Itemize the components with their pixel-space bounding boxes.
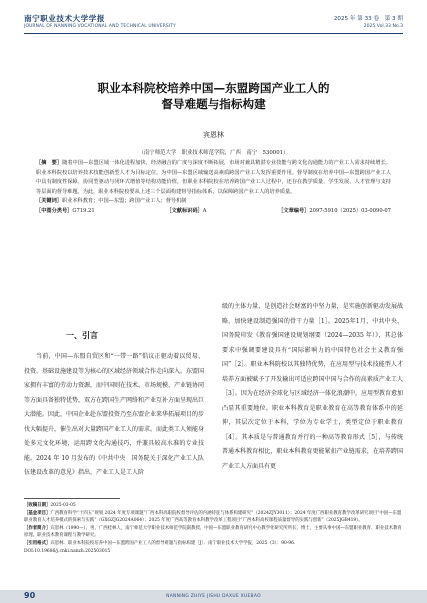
footnote-fund	[24, 510, 403, 525]
clc-value: G719.21	[72, 207, 95, 214]
body-column-left	[24, 350, 204, 481]
article-number-label: ［文章编号］	[278, 207, 310, 214]
footnote-rule	[24, 498, 120, 499]
citation-label: ［引用格式］	[24, 540, 51, 546]
article-title-line-1: 职业本科院校培养中国—东盟跨国产业工人的	[97, 81, 330, 95]
page-number: 90	[24, 591, 36, 600]
abstract-text: 随着中国—东盟区域一体化进程加快，经济融合的广度与深度不断拓展，市场对兼具精湛专业技能与跨文化沟通能力的产业工人需求持续增长。职业本科院校以培养技术技能创新型人才为目标定位，为中国—东盟区域输送高素质跨国产业工人发挥重要作用。督导制度在培养中国—东盟跨国产业工人中具有制度性保障、协同型驱动与闭环式增值等结构功能价值，但职业本科院校在培养跨国产业工人过程中，还存在教学质量、学生发展、人才管理与支持等层面的督导难题。为此，职业本科院校要从上述三个层面构建督导指标体系，以保障跨国产业工人的培养质量。	[36, 160, 391, 195]
body-paragraph: 级的主体力量，是创造社会财富的中坚力量，是实施创新驱动发展战略、加快建设制造强国的骨干力量［1］。2025年1月，中共中央、国务院印发《教育强国建设规划纲要（2024—2035 年）》，其总体要求中强调要建设具有“国际影响力的中国特色社会主义教育强国”［2］。职业本科院校以其独特优势，在应用型与技术技能型人才培养方面被赋予了开发输出可适应跨国中国与合作的高素质产业工人［3］。因为在经济全球化与区域经济一体化浪潮中，应用型教育愈加凸显其重要地位。职业本科教育是职业教育在高等教育体系中的延伸，其层次定位于本科，学位为专业学士，类型定位于职业教育［4］。其本质是与普通教育并行的一种高等教育形式［5］，与传统普通本科教育相比，职业本科教育更能紧扣产业链需求，在培养跨国产业工人方面具有更	[222, 303, 403, 470]
article-author: 宾恩林	[203, 131, 224, 139]
abstract-paragraph	[36, 159, 391, 197]
article-title-line-2: 督导难题与指标构建	[161, 97, 266, 111]
article-number-field	[278, 207, 391, 217]
header-rule	[24, 33, 403, 34]
abstract-label: ［摘 要］	[36, 160, 63, 166]
footnote-doi: DOI:10.19686/j.cnki.nanzh.202503015	[24, 548, 111, 554]
footnote-received	[24, 502, 403, 510]
issue-info-en: 2025 Vol.33 No.3	[363, 24, 403, 29]
article-number-value: 2097-5910（2025）03-0090-07	[309, 207, 391, 214]
article-title	[24, 80, 403, 112]
footnote-author	[24, 525, 403, 540]
body-column-right	[222, 300, 403, 474]
section-heading-introduction: 一、引言	[66, 331, 98, 340]
doc-code-field	[166, 207, 206, 217]
abstract-block	[36, 159, 391, 217]
clc-field	[36, 207, 95, 217]
footer-journal-name: NANNING ZHIYE JISHU DAXUE XUEBAO	[166, 594, 261, 599]
journal-name-en: JOURNAL OF NANNING VOCATIONAL AND TECHNICAL UNIVERSITY	[24, 24, 176, 29]
fund-label: ［基金项目］	[24, 510, 51, 516]
received-label: ［收稿日期］	[24, 503, 51, 508]
issue-info-cn: 2025 年 第 33 卷 第 3 期	[333, 16, 403, 22]
footnotes-block	[24, 502, 403, 555]
author-bio-text: 宾恩林（1990—），男，广西桂林人，南宁师范大学职业技术师范学院副教授，中国—东盟职业教育研究中心教学化研究所所长，博士，主要从事中国—东盟职业教育、职业技术教育原理、职业技术教育课程与教学研究。	[24, 525, 402, 539]
keywords-text: 职业本科教育；中国—东盟；跨国产业工人；督导机制	[61, 198, 187, 205]
journal-name-cn: 南宁职业技术大学学报	[24, 14, 105, 23]
doc-code-label: ［文献标识码］	[166, 207, 203, 214]
received-date: 2025-03-05	[50, 503, 76, 508]
classification-line	[36, 207, 391, 217]
citation-text: 宾恩林．职业本科院校培养中国—东盟跨国产业工人的督导难题与指标构建［J］．南宁职业技术大学学报，2025（3）：90-96．	[50, 540, 299, 546]
footnote-citation	[24, 540, 403, 548]
body-paragraph: 当前，中国—东盟自贸区和“一带一路”倡议正驱动着以贸易、投资、基础设施建设等为核心的区域经济领域合作走向深入。东盟国家拥有丰富的劳动力资源，而中国则在技术、市场规模、产业链协同等方面具备独特优势，双方在跨国生产网络和产业互补方面呈现出巨大潜能。因此，中国企业赴东盟投资乃至东盟企业来华拓展项目的步伐大幅提升，催生出对大量跨国产业工人的需求。而此类工人须能身处多元文化环境，运用跨文化沟通技巧，并兼具较高水准的专业技能。2024 年 10 月发布的《中共中央 国务院关于深化产业工人队伍建设改革的意见》指出，产业工人是工人阶	[24, 353, 205, 476]
fund-text: 广西教育科学“十四五”规划 2024 年度专项课题“广西本科高职院校督导评估的内涵特征与体系构建研究”（2024ZJY3011）；2024 年度广西职业教育教学改革研究项目“中国—东盟职业教育人才培养模式的探索与实践”（GXGZJG2024A064）；2025 年度广西高等教育本科教学改革工程项目“广西本科高校课程质量督导的实践与创新”（2025JGB419）。	[24, 510, 402, 524]
keywords-label: ［关键词］	[36, 198, 62, 205]
author-affiliation: （南宁师范大学 职业技术师范学院，广西 南宁 530001）	[138, 150, 289, 156]
doc-code-value: A	[202, 207, 207, 214]
clc-label: ［中图分类号］	[36, 207, 73, 214]
keywords-line	[36, 197, 391, 207]
author-bio-label: ［作者简介］	[24, 525, 51, 531]
